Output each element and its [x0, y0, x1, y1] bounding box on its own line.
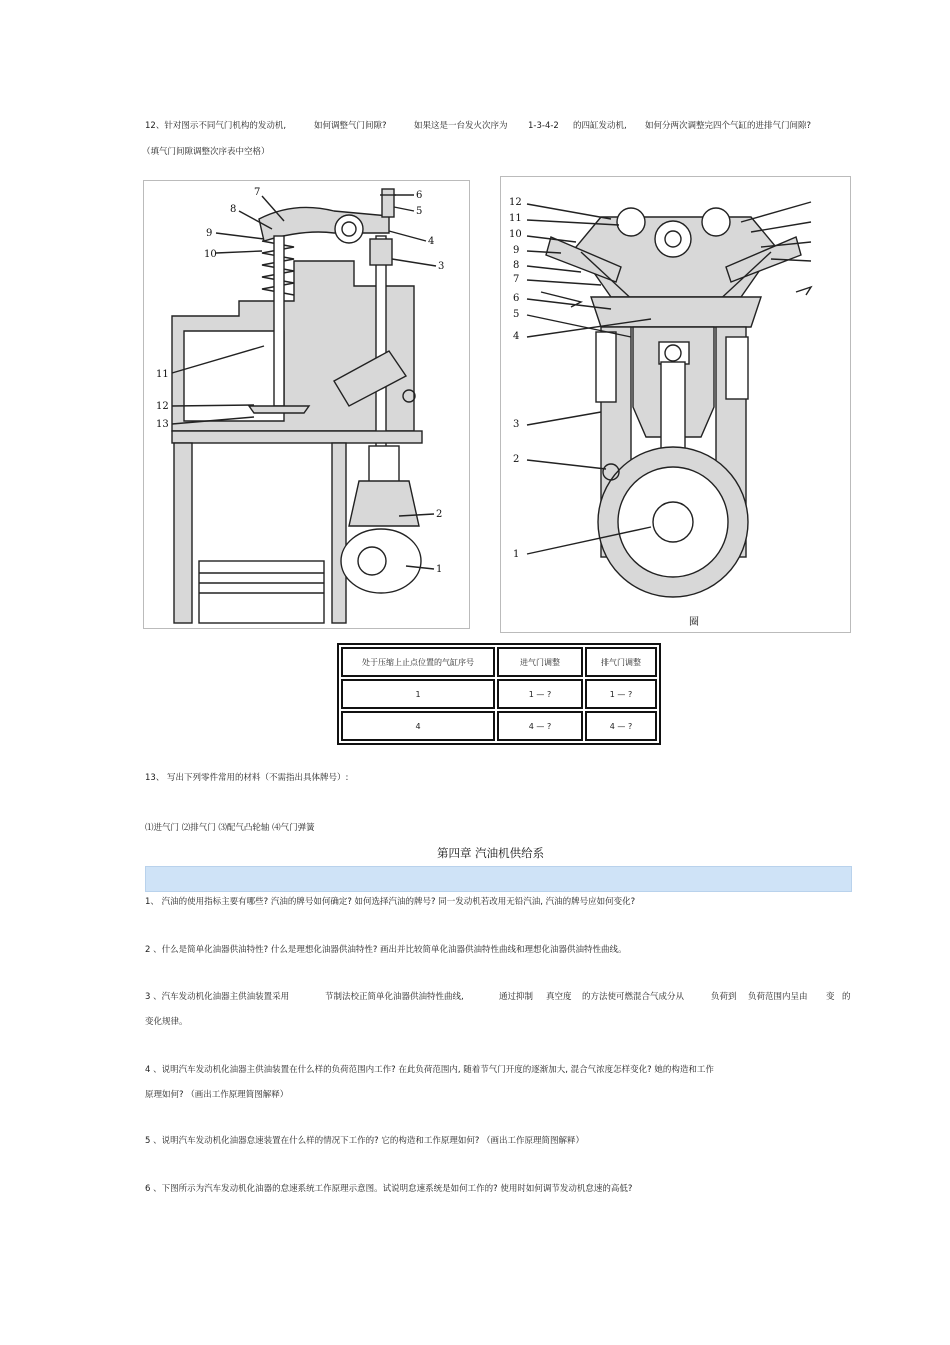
- left-label-8: 8: [230, 204, 237, 215]
- valve-train-figure-right: [500, 176, 851, 633]
- q12-part3: 如果这是一台发火次序为: [414, 121, 508, 131]
- section-band: [145, 866, 852, 892]
- left-label-4: 4: [428, 236, 435, 247]
- q12-firing-order: 1-3-4-2: [528, 121, 559, 131]
- left-label-7: 7: [254, 187, 261, 198]
- right-label-6: 6: [513, 293, 520, 304]
- question-4-line2: 原理如何? （画出工作原理简图解释）: [145, 1090, 289, 1100]
- left-label-10: 10: [204, 249, 217, 260]
- right-label-4: 4: [513, 331, 520, 342]
- q12-part4: 的四缸发动机,: [573, 121, 627, 131]
- question-3-line2: 变化规律。: [145, 1017, 188, 1027]
- right-label-3: 3: [513, 419, 520, 430]
- left-label-9: 9: [206, 228, 213, 239]
- header-exhaust: 排气门调整: [585, 647, 657, 677]
- valve-train-drawing: [144, 181, 469, 628]
- chapter-title: 第四章 汽油机供给系: [437, 846, 545, 860]
- header-cylinder: 处于压缩上止点位置的气缸序号: [341, 647, 495, 677]
- question-3-d: 真空度: [546, 992, 572, 1002]
- header-intake: 进气门调整: [497, 647, 583, 677]
- question-4-line1: 4 、说明汽车发动机化油器主供油装置在什么样的负荷范围内工作? 在此负荷范围内, 随着节气门开度的逐渐加大, 混合气浓度怎样变化? 她的构造和工作: [145, 1065, 714, 1075]
- right-label-2: 2: [513, 454, 520, 465]
- left-label-3: 3: [438, 261, 445, 272]
- q13-items: ⑴进气门 ⑵排气门 ⑶配气凸轮轴 ⑷气门弹簧: [145, 823, 315, 833]
- right-label-5: 5: [513, 309, 520, 320]
- q12-part1: 12、针对图示不同气门机构的发动机,: [145, 121, 287, 131]
- question-5: 5 、说明汽车发动机化油器怠速装置在什么样的情况下工作的? 它的构造和工作原理如何? （画出工作原理简图解释）: [145, 1136, 585, 1146]
- table-cell: 1: [341, 679, 495, 709]
- left-label-6: 6: [416, 190, 423, 201]
- table-row: [341, 647, 657, 677]
- question-3-f: 负荷到: [711, 992, 737, 1002]
- ohc-drawing: [501, 177, 850, 632]
- question-3-b: 节制法校正简单化油器供油特性曲线,: [325, 992, 464, 1002]
- right-label-8: 8: [513, 260, 520, 271]
- left-label-12: 12: [156, 401, 169, 412]
- table-cell: 4: [341, 711, 495, 741]
- right-label-10: 10: [509, 229, 522, 240]
- left-label-2: 2: [436, 509, 443, 520]
- right-label-12: 12: [509, 197, 522, 208]
- left-label-13: 13: [156, 419, 169, 430]
- question-3-a: 3 、汽车发动机化油器主供油装置采用: [145, 992, 290, 1002]
- right-figure-caption: 圈: [689, 617, 699, 628]
- valve-train-figure-left: [143, 180, 470, 629]
- table-cell: 1 — ?: [497, 679, 583, 709]
- table-cell: 4 — ?: [585, 711, 657, 741]
- q12-line2: （填气门间隙调整次序表中空格）: [142, 147, 270, 157]
- q12-part2: 如何调整气门间隙?: [314, 121, 387, 131]
- right-label-7: 7: [513, 274, 520, 285]
- q12-part5: 如何分两次调整完四个气缸的进排气门间隙?: [645, 121, 812, 131]
- q13-prompt: 13、 写出下列零件常用的材料（不需指出具体牌号）:: [145, 773, 349, 783]
- valve-adjustment-table: [337, 643, 661, 745]
- left-label-5: 5: [416, 206, 423, 217]
- question-3-e: 的方法使可燃混合气成分从: [582, 992, 685, 1002]
- left-label-11: 11: [156, 369, 169, 380]
- question-3-i: 的: [842, 992, 851, 1002]
- right-label-9: 9: [513, 245, 520, 256]
- left-label-1: 1: [436, 564, 443, 575]
- table-cell: 4 — ?: [497, 711, 583, 741]
- question-2: 2 、什么是简单化油器供油特性? 什么是理想化油器供油特性? 画出并比较简单化油器供油特性曲线和理想化油器供油特性曲线。: [145, 945, 627, 955]
- right-label-1: 1: [513, 549, 520, 560]
- table-row: [341, 679, 657, 709]
- question-6: 6 、下图所示为汽车发动机化油器的怠速系统工作原理示意图。试说明怠速系统是如何工作的? 使用时如何调节发动机怠速的高低?: [145, 1184, 633, 1194]
- table-cell: 1 — ?: [585, 679, 657, 709]
- question-3-g: 负荷范围内呈由: [748, 992, 808, 1002]
- question-3-c: 通过抑制: [499, 992, 534, 1002]
- right-label-11: 11: [509, 213, 522, 224]
- table-row: [341, 711, 657, 741]
- question-1: 1、 汽油的使用指标主要有哪些? 汽油的牌号如何确定? 如何选择汽油的牌号? 同一发动机若改用无铅汽油, 汽油的牌号应如何变化?: [145, 897, 636, 907]
- question-3-h: 变: [826, 992, 835, 1002]
